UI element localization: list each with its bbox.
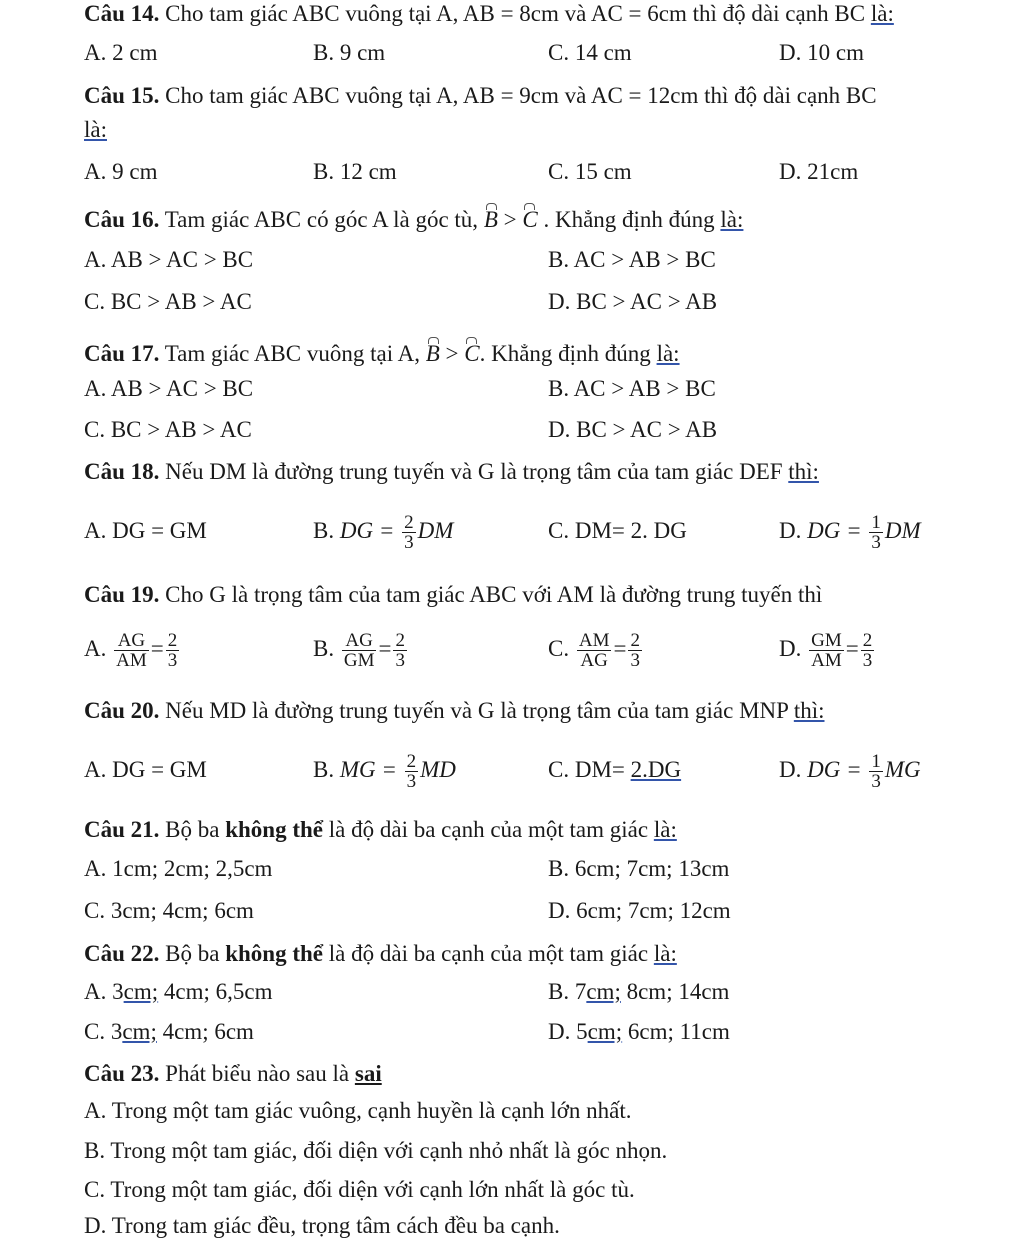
- question-14: [84, 0, 894, 28]
- question-number: Câu 22.: [84, 941, 160, 966]
- question-text-2: . Khẳng định đúng: [537, 207, 721, 232]
- denominator: GM: [343, 650, 375, 672]
- denominator: 3: [406, 771, 417, 793]
- question-tail: là:: [653, 817, 677, 842]
- fraction: [869, 752, 883, 791]
- option-post: 6cm; 11cm: [622, 1019, 730, 1044]
- bold-term: không thể: [225, 941, 324, 966]
- question-number: Câu 14.: [84, 1, 160, 26]
- option-c: C. 15 cm: [548, 159, 632, 184]
- option-c: [84, 1018, 254, 1046]
- option-d: D. 6cm; 7cm; 12cm: [548, 898, 731, 923]
- option-label: D.: [779, 636, 808, 661]
- option-label: B.: [313, 636, 340, 661]
- lhs: DG =: [339, 518, 401, 543]
- numerator: 2: [404, 512, 414, 534]
- greater-than: >: [497, 207, 523, 232]
- question-tail: là:: [653, 941, 677, 966]
- option-b: B. Trong một tam giác, đối diện với cạnh nhỏ nhất là góc nhọn.: [84, 1138, 668, 1163]
- denominator: 3: [871, 532, 881, 554]
- rhs: DM: [417, 518, 454, 543]
- angle-b: B: [425, 341, 440, 366]
- option-c: C. Trong một tam giác, đối diện với cạnh lớn nhất là góc tù.: [84, 1177, 635, 1202]
- option-b: [313, 502, 453, 560]
- question-number: Câu 20.: [84, 698, 160, 723]
- question-tail: là:: [84, 117, 107, 142]
- equals: =: [150, 636, 164, 661]
- option-c: C. DM= 2. DG: [548, 518, 687, 543]
- option-a: A. DG = GM: [84, 518, 207, 543]
- numerator: 2: [167, 630, 178, 652]
- option-pre: B. 7: [548, 979, 587, 1004]
- option-label: A.: [84, 636, 113, 661]
- question-text: Tam giác ABC có góc A là góc tù,: [159, 207, 484, 232]
- lhs: MG =: [339, 757, 403, 782]
- option-post: 4cm; 6,5cm: [158, 979, 273, 1004]
- denominator: 3: [404, 532, 414, 554]
- option-pre: C. 3: [84, 1019, 123, 1044]
- denominator: AG: [580, 650, 608, 672]
- numerator: AG: [114, 631, 149, 651]
- option-c: [548, 620, 644, 678]
- option-a: A. Trong một tam giác vuông, cạnh huyền là cạnh lớn nhất.: [84, 1098, 632, 1123]
- option-d: [779, 502, 921, 560]
- option-label: C.: [548, 636, 575, 661]
- fraction-left: [809, 631, 844, 670]
- option-a: A. AB > AC > BC: [84, 376, 254, 401]
- denominator: AM: [811, 650, 842, 672]
- angle-b: B: [483, 207, 498, 232]
- fraction-right: [861, 631, 875, 670]
- question-number: Câu 23.: [84, 1061, 160, 1086]
- lhs: DG =: [807, 757, 868, 782]
- numerator: 2: [395, 630, 405, 652]
- fraction-right: [628, 631, 642, 670]
- question-number: Câu 16.: [84, 207, 160, 232]
- option-label: B.: [313, 757, 340, 782]
- question-18: [84, 458, 819, 486]
- question-20: [84, 697, 825, 725]
- numerator: 2: [406, 751, 417, 773]
- option-d: D. Trong tam giác đều, trọng tâm cách đều ba cạnh.: [84, 1213, 560, 1238]
- fraction-right: [393, 631, 407, 670]
- option-c: C. 3cm; 4cm; 6cm: [84, 898, 254, 923]
- underlined-term: cm;: [587, 1019, 623, 1044]
- equals: =: [378, 636, 392, 661]
- option-d: [548, 1018, 730, 1046]
- option-a: A. 9 cm: [84, 159, 158, 184]
- numerator: AM: [578, 630, 610, 652]
- question-tail: thì:: [793, 698, 825, 723]
- greater-than: >: [439, 341, 465, 366]
- denominator: 3: [630, 650, 640, 672]
- option-c: C. BC > AB > AC: [84, 417, 252, 442]
- fraction: [405, 752, 419, 791]
- question-number: Câu 17.: [84, 341, 160, 366]
- numerator: 2: [862, 630, 873, 652]
- question-number: Câu 21.: [84, 817, 160, 842]
- denominator: 3: [871, 771, 881, 793]
- question-text-2: . Khẳng định đúng: [479, 341, 657, 366]
- lhs: DG =: [807, 518, 868, 543]
- option-a: A. 1cm; 2cm; 2,5cm: [84, 856, 273, 881]
- question-text: Nếu DM là đường trung tuyến và G là trọng tâm của tam giác DEF: [159, 459, 789, 484]
- numerator: GM: [811, 630, 842, 652]
- option-label: B.: [313, 518, 340, 543]
- fraction-right: [166, 631, 180, 670]
- denominator: 3: [395, 650, 405, 672]
- question-tail: là:: [870, 1, 894, 26]
- option-b: [313, 741, 456, 799]
- option-d: [779, 741, 921, 799]
- rhs: MD: [420, 757, 456, 782]
- question-tail: là:: [720, 207, 744, 232]
- option-pre: A. 3: [84, 979, 124, 1004]
- rhs: MG: [884, 757, 921, 782]
- fraction: [402, 513, 416, 552]
- question-text: Nếu MD là đường trung tuyến và G là trọng tâm của tam giác MNP: [159, 698, 794, 723]
- option-b: B. 12 cm: [313, 159, 397, 184]
- equals: =: [845, 636, 859, 661]
- question-text-2: là độ dài ba cạnh của một tam giác: [323, 941, 654, 966]
- option-label: D.: [779, 757, 808, 782]
- option-d: D. BC > AC > AB: [548, 417, 718, 442]
- option-b: B. 9 cm: [313, 40, 386, 65]
- option-label: C. DM=: [548, 757, 631, 782]
- option-d: [779, 620, 876, 678]
- question-text: Cho tam giác ABC vuông tại A, AB = 8cm và AC = 6cm thì độ dài cạnh BC: [159, 1, 871, 26]
- angle-c: C: [522, 207, 538, 232]
- question-text: Bộ ba: [159, 941, 226, 966]
- bold-term: không thể: [225, 817, 324, 842]
- option-a: A. 2 cm: [84, 40, 158, 65]
- question-21: [84, 816, 677, 844]
- question-23: [84, 1060, 382, 1088]
- option-c: C. BC > AB > AC: [84, 289, 252, 314]
- option-d: D. 10 cm: [779, 40, 864, 65]
- question-text: Bộ ba: [159, 817, 226, 842]
- option-b: [548, 978, 729, 1006]
- question-tail: là:: [656, 341, 680, 366]
- denominator: 3: [862, 650, 873, 672]
- numerator: 1: [871, 751, 881, 773]
- option-b: [313, 620, 409, 678]
- option-c: C. 14 cm: [548, 40, 632, 65]
- option-d: D. 21cm: [779, 159, 859, 184]
- question-tail: thì:: [788, 459, 819, 484]
- option-c: [548, 756, 681, 784]
- question-number: Câu 15.: [84, 83, 160, 108]
- option-pre: D. 5: [548, 1019, 588, 1044]
- option-a: A. AB > AC > BC: [84, 247, 254, 272]
- question-22: [84, 940, 677, 968]
- question-15: [84, 82, 877, 142]
- denominator: 3: [167, 650, 178, 672]
- underlined-term: cm;: [123, 979, 159, 1004]
- question-19: [84, 581, 822, 609]
- numerator: 1: [871, 512, 881, 534]
- angle-c: C: [464, 341, 480, 366]
- denominator: AM: [116, 650, 147, 672]
- rhs: DM: [884, 518, 921, 543]
- option-b: B. AC > AB > BC: [548, 247, 716, 272]
- option-d: D. BC > AC > AB: [548, 289, 718, 314]
- option-b: B. AC > AB > BC: [548, 376, 716, 401]
- option-post: 4cm; 6cm: [156, 1019, 254, 1044]
- question-text-2: là độ dài ba cạnh của một tam giác: [323, 817, 654, 842]
- question-number: Câu 19.: [84, 582, 160, 607]
- question-text: Tam giác ABC vuông tại A,: [159, 341, 426, 366]
- question-number: Câu 18.: [84, 459, 160, 484]
- fraction-left: [114, 631, 149, 670]
- numerator: AG: [342, 631, 377, 651]
- option-a: A. DG = GM: [84, 757, 207, 782]
- question-16: [84, 206, 743, 234]
- fraction-left: [342, 631, 377, 670]
- numerator: 2: [630, 630, 640, 652]
- equals: =: [613, 636, 627, 661]
- question-text: Cho G là trọng tâm của tam giác ABC với AM là đường trung tuyến thì: [159, 582, 823, 607]
- option-label: D.: [779, 518, 808, 543]
- question-text: Cho tam giác ABC vuông tại A, AB = 9cm và AC = 12cm thì độ dài cạnh BC: [159, 83, 877, 108]
- question-tail: sai: [354, 1061, 382, 1086]
- question-text: Phát biểu nào sau là: [159, 1061, 355, 1086]
- underlined-term: 2.DG: [630, 757, 682, 782]
- question-17: [84, 340, 680, 368]
- fraction: [869, 513, 883, 552]
- option-post: 8cm; 14cm: [620, 979, 730, 1004]
- fraction-left: [577, 631, 612, 670]
- option-b: B. 6cm; 7cm; 13cm: [548, 856, 730, 881]
- underlined-term: cm;: [586, 979, 621, 1004]
- option-a: [84, 620, 181, 678]
- option-a: [84, 978, 272, 1006]
- underlined-term: cm;: [122, 1019, 157, 1044]
